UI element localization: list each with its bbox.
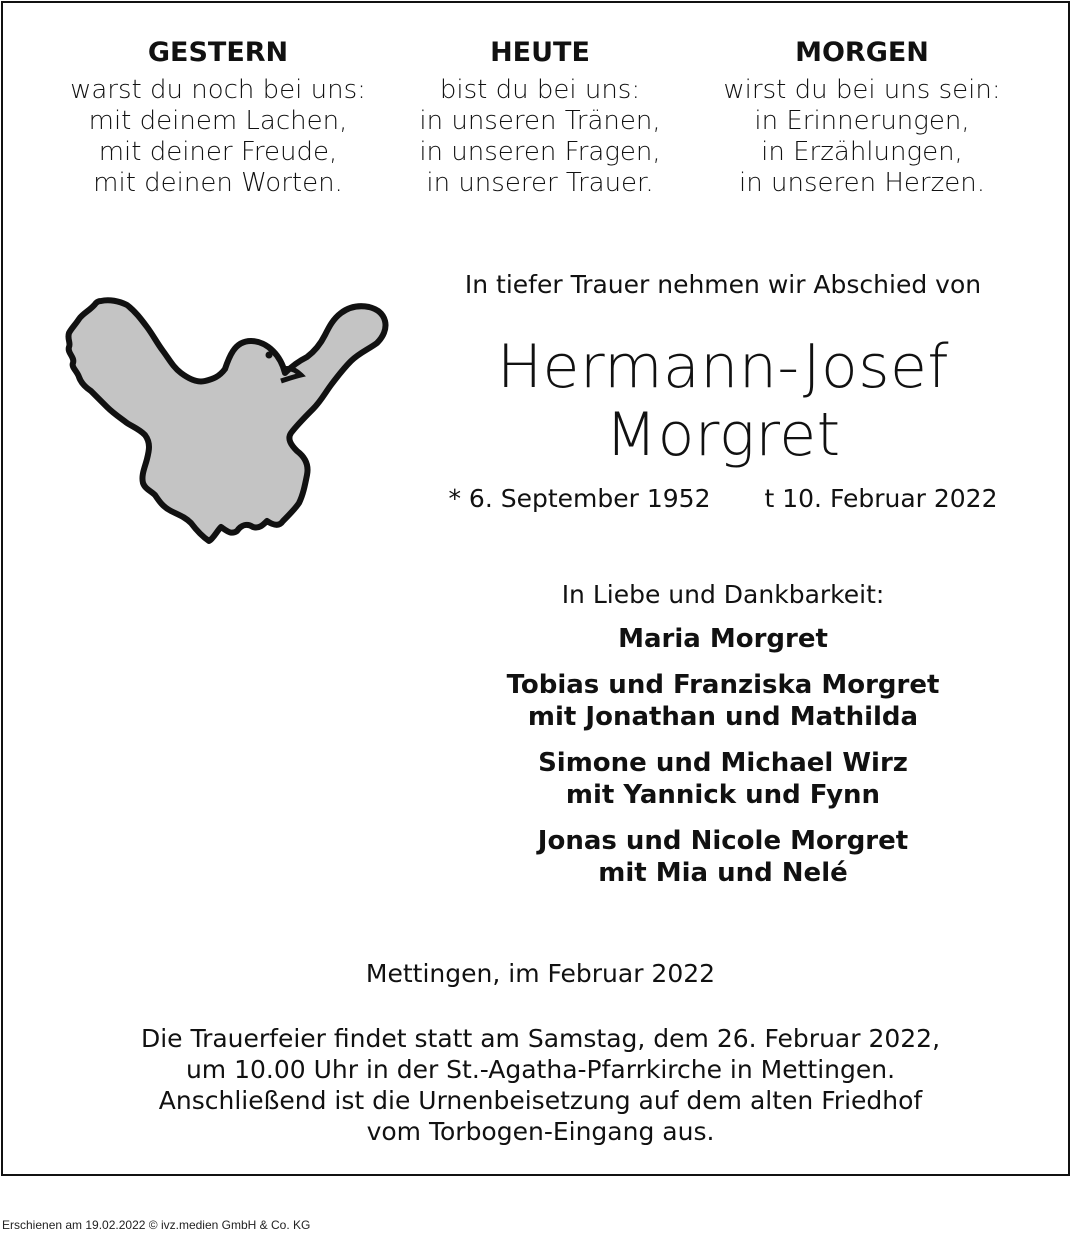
deceased-name [423,333,1023,469]
column-heading: GESTERN [147,37,289,68]
column-heading: MORGEN [795,37,929,68]
column-line: in unseren Tränen, [419,106,661,136]
place-date: Mettingen, im Februar 2022 [365,959,716,988]
publication-footer: Erschienen am 19.02.2022 © ivz.medien GmbH & Co. KG [2,1218,311,1232]
dove-eye [266,352,273,359]
birth-date: * 6. September 1952 [448,484,711,513]
service-line: vom Torbogen-Eingang aus. [366,1117,715,1146]
intro-text: In tiefer Trauer nehmen wir Abschied von [464,270,982,299]
dove-body [68,300,385,541]
service-line: Die Trauerfeier findet statt am Samstag, dem 26. Februar 2022, [140,1024,941,1053]
service-line: Anschließend ist die Urnenbeisetzung auf dem alten Friedhof [158,1086,923,1115]
thanks-line: In Liebe und Dankbarkeit: [561,580,885,609]
column-line: wirst du bei uns sein: [723,75,1001,105]
family-entry [423,623,1023,655]
column-gestern [53,35,383,199]
family-name: Jonas und Nicole Morgret [537,826,909,856]
column-line: in Erzählungen, [761,137,963,167]
column-heading: HEUTE [490,37,590,68]
column-line: in unseren Fragen, [419,137,661,167]
family-list [423,623,1023,903]
family-entry [423,747,1023,811]
column-line: mit deinen Worten. [93,168,343,198]
column-line: warst du noch bei uns: [70,75,366,105]
column-line: mit deiner Freude, [98,137,338,167]
column-morgen [697,35,1027,199]
column-line: in unseren Herzen. [739,168,985,198]
death-date: t 10. Februar 2022 [764,484,998,513]
family-name: mit Yannick und Fynn [565,780,881,810]
column-line: in Erinnerungen, [754,106,970,136]
obituary-frame [1,1,1070,1176]
deceased-first-name: Hermann-Josef [496,332,950,402]
service-info [3,1023,1075,1147]
family-entry [423,669,1023,733]
family-name: mit Mia und Nelé [598,858,848,888]
family-name: Simone und Michael Wirz [538,748,908,778]
service-line: um 10.00 Uhr in der St.-Agatha-Pfarrkirche in Mettingen. [185,1055,896,1084]
column-line: mit deinem Lachen, [88,106,348,136]
dove-icon [61,295,391,547]
column-heute [375,35,705,199]
family-entry [423,825,1023,889]
life-dates [423,483,1023,515]
column-line: in unserer Trauer. [426,168,654,198]
family-name: Maria Morgret [618,624,828,654]
family-name: Tobias und Franziska Morgret [506,670,940,700]
deceased-last-name: Morgret [605,400,841,470]
family-name: mit Jonathan und Mathilda [527,702,919,732]
column-line: bist du bei uns: [439,75,641,105]
